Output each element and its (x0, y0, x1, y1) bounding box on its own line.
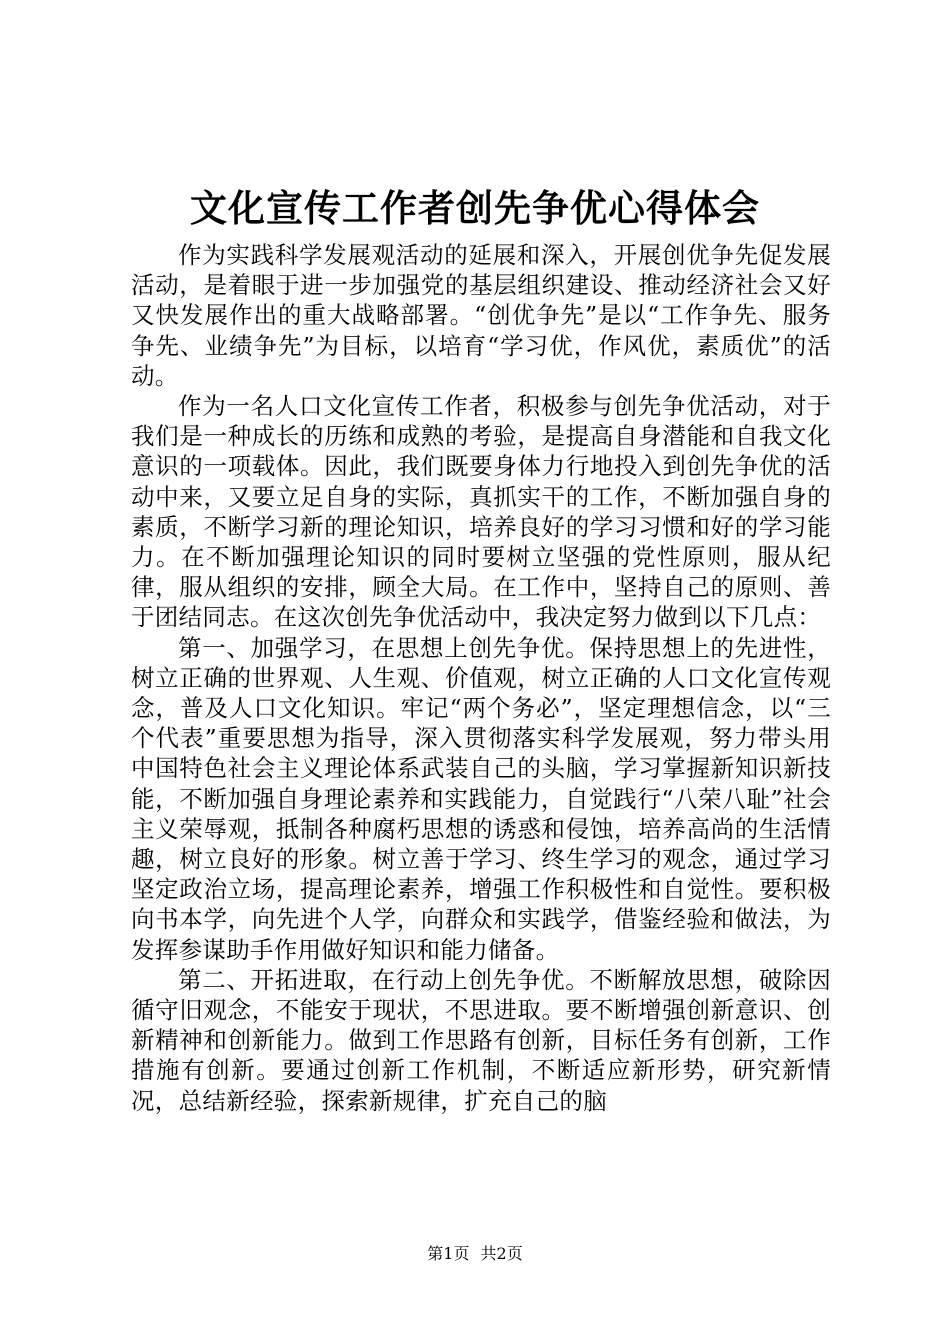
paragraph-point-one: 第一、加强学习，在思想上创先争优。保持思想上的先进性，树立正确的世界观、人生观、价值观，树立正确的人口文化宣传观念，普及人口文化知识。牢记“两个务必”，坚定理想信念，以“三个代表”重要思想为指导，深入贯彻落实科学发展观，努力带头用中国特色社会主义理论体系武装自己的头脑，学习掌握新知识新技能，不断加强自身理论素养和实践能力，自觉践行“八荣八耻”社会主义荣辱观，抵制各种腐朽思想的诱惑和侵蚀，培养高尚的生活情趣，树立良好的形象。树立善于学习、终生学习的观念，通过学习坚定政治立场，提高理论素养，增强工作积极性和自觉性。要积极向书本学，向先进个人学，向群众和实践学，借鉴经验和做法，为发挥参谋助手作用做好知识和能力储备。 (131, 633, 831, 964)
page-number-current: 第1页 (427, 1244, 470, 1263)
paragraph-intro: 作为实践科学发展观活动的延展和深入，开展创优争先促发展活动，是着眼于进一步加强党的基层组织建设、推动经济社会又好又快发展作出的重大战略部署。“创优争先”是以“工作争先、服务争先、业绩争先”为目标，以培育“学习优，作风优，素质优”的活动。 (131, 241, 831, 390)
document-title: 文化宣传工作者创先争优心得体会 (190, 186, 760, 230)
paragraph-point-two: 第二、开拓进取，在行动上创先争优。不断解放思想，破除因循守旧观念，不能安于现状，不思进取。要不断增强创新意识、创新精神和创新能力。做到工作思路有创新，目标任务有创新，工作措施有创新。要通过创新工作机制，不断适应新形势，研究新情况，总结新经验，探索新规律，扩充自己的脑 (131, 965, 831, 1115)
document-body (131, 240, 831, 1116)
page-number-total: 共2页 (480, 1244, 523, 1263)
page-footer (0, 1243, 950, 1265)
paragraph-role: 作为一名人口文化宣传工作者，积极参与创先争优活动，对于我们是一种成长的历练和成熟的考验，是提高自身潜能和自我文化意识的一项载体。因此，我们既要身体力行地投入到创先争优的活动中来，又要立足自身的实际，真抓实干的工作，不断加强自身的素质，不断学习新的理论知识，培养良好的学习习惯和好的学习能力。在不断加强理论知识的同时要树立坚强的党性原则，服从纪律，服从组织的安排，顾全大局。在工作中，坚持自己的原则、善于团结同志。在这次创先争优活动中，我决定努力做到以下几点： (131, 392, 831, 632)
